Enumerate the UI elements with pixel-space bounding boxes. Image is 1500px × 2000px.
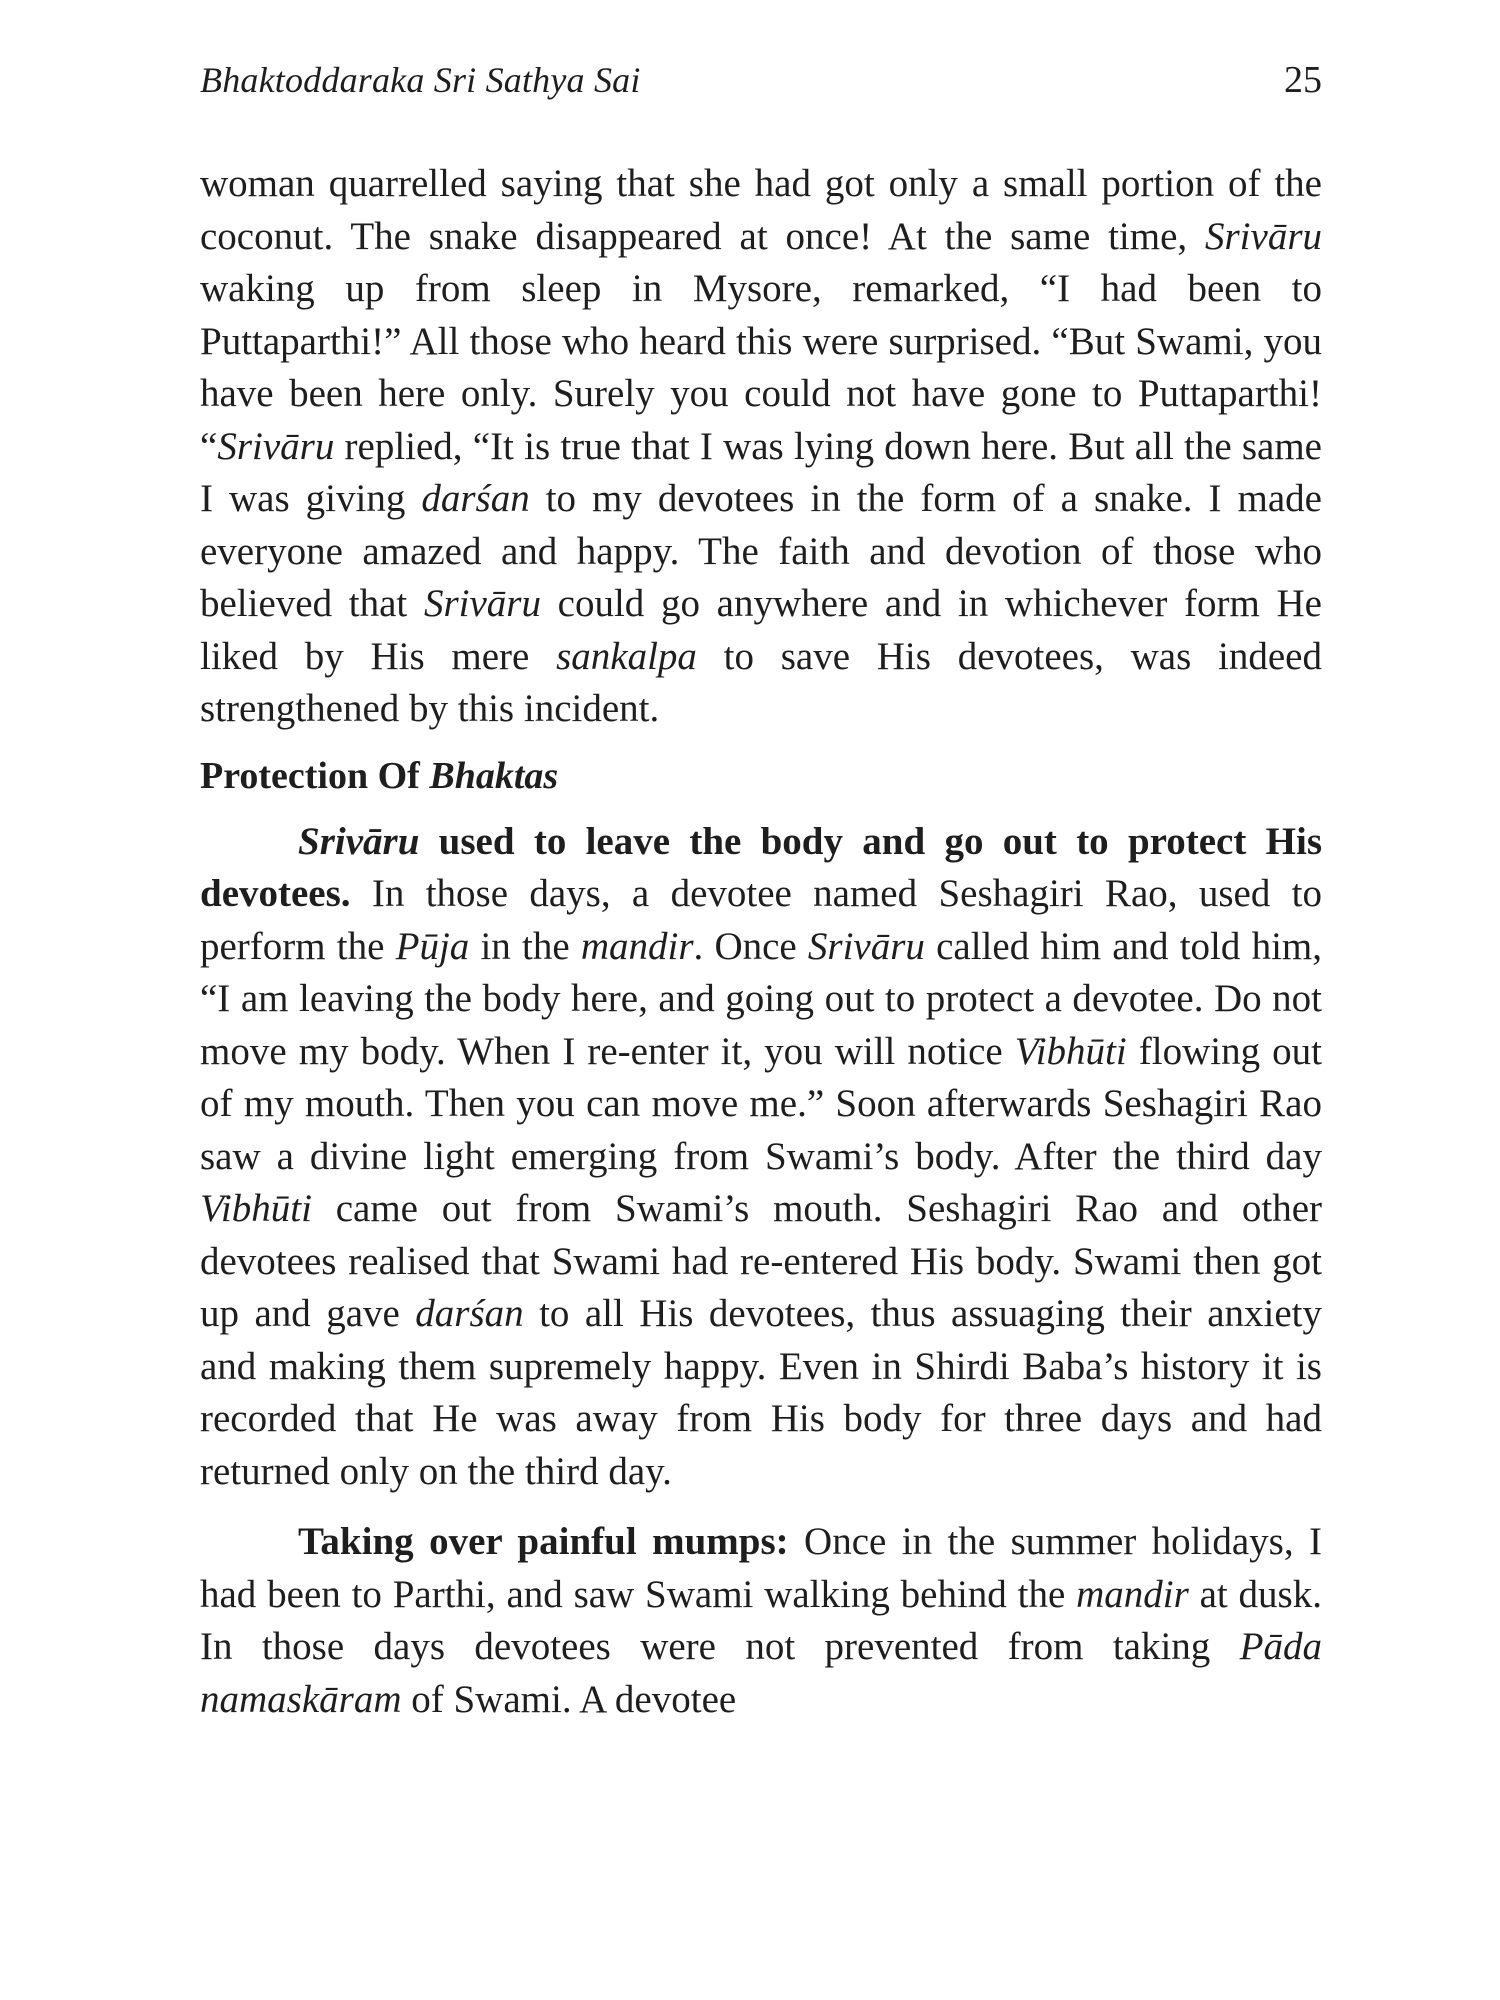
heading-text: Protection Of <box>200 754 430 797</box>
text-run: . Once <box>693 924 808 968</box>
text-run: replied, “It is true that I was lying down here. But all the same I was giving <box>200 424 1322 520</box>
text-run: woman quarrelled saying that she had got only a small portion of the coconut. The snake disappeared at once! At the same time, <box>200 162 1322 258</box>
italic-term: Srivāru <box>217 424 335 468</box>
paragraph-snake-story <box>200 158 1322 736</box>
text-run: could go anywhere and in whichever form He liked by His mere <box>200 582 1322 678</box>
running-title: Bhaktoddaraka Sri Sathya Sai <box>200 60 641 100</box>
lead-bold-text: Taking over painful mumps: <box>298 1520 789 1563</box>
heading-italic-text: Bhaktas <box>429 754 559 797</box>
text-run: In those days, a devotee named Seshagiri Rao, used to perform the <box>200 872 1322 968</box>
text-run: Once in the summer holidays, I had been to Parthi, and saw Swami walking behind the <box>200 1520 1322 1616</box>
italic-term: mandir <box>580 924 694 968</box>
page-number: 25 <box>1284 59 1322 101</box>
text-run: of Swami. A devotee <box>401 1677 737 1721</box>
section-heading <box>200 750 1322 802</box>
italic-term: Pāda namaskāram <box>200 1625 1322 1721</box>
running-header <box>200 58 1322 118</box>
italic-term: Srivāru <box>423 582 541 625</box>
text-run: at dusk. In those days devotees were not prevented from taking <box>200 1572 1322 1668</box>
paragraph-gap <box>200 1498 1322 1516</box>
lead-italic-term: Srivāru <box>298 819 420 863</box>
italic-term: darśan <box>415 1292 524 1335</box>
book-page <box>200 58 1322 1726</box>
text-run: to save His devotees, was indeed strengthened by this incident. <box>200 634 1322 730</box>
italic-term: mandir <box>1076 1572 1189 1616</box>
text-run: flowing out of my mouth. Then you can move me.” Soon afterwards Seshagiri Rao saw a divine light emerging from Swami’s body. After the third day <box>200 1029 1322 1178</box>
paragraph-protection <box>200 816 1322 1499</box>
text-run: came out from Swami’s mouth. Seshagiri Rao and other devotees realised that Swami had re-entered His body. Swami then got up and gave <box>200 1187 1322 1335</box>
italic-term: Vibhūti <box>1014 1029 1127 1073</box>
lead-bold-text: used to leave the body and go out to protect His devotees. <box>200 819 1322 915</box>
text-run: called him and told him, “I am leaving the body here, and going out to protect a devotee. Do not move my body. When I re-enter it, you will notice <box>200 924 1322 1073</box>
italic-term: darśan <box>421 477 530 520</box>
italic-term: Srivāru <box>1205 214 1322 258</box>
text-run: waking up from sleep in Mysore, remarked, “I had been to Puttaparthi!” All those who heard this were surprised. “But Swami, you have been here only. Surely you could not have gone to Puttaparthi! “ <box>200 267 1322 468</box>
italic-term: Vibhūti <box>200 1187 312 1230</box>
paragraph-mumps <box>200 1516 1322 1726</box>
italic-term: sankalpa <box>556 634 697 678</box>
italic-term: Pūja <box>395 924 470 968</box>
text-run: to my devotees in the form of a snake. I made everyone amazed and happy. The faith and devotion of those who believed that <box>200 477 1322 625</box>
text-run: in the <box>469 924 581 968</box>
text-run: to all His devotees, thus assuaging their anxiety and making them supremely happy. Even in Shirdi Baba’s history it is recorded that He was away from His body for three days and had returned only on the third day. <box>200 1292 1322 1493</box>
italic-term: Srivāru <box>807 924 925 968</box>
